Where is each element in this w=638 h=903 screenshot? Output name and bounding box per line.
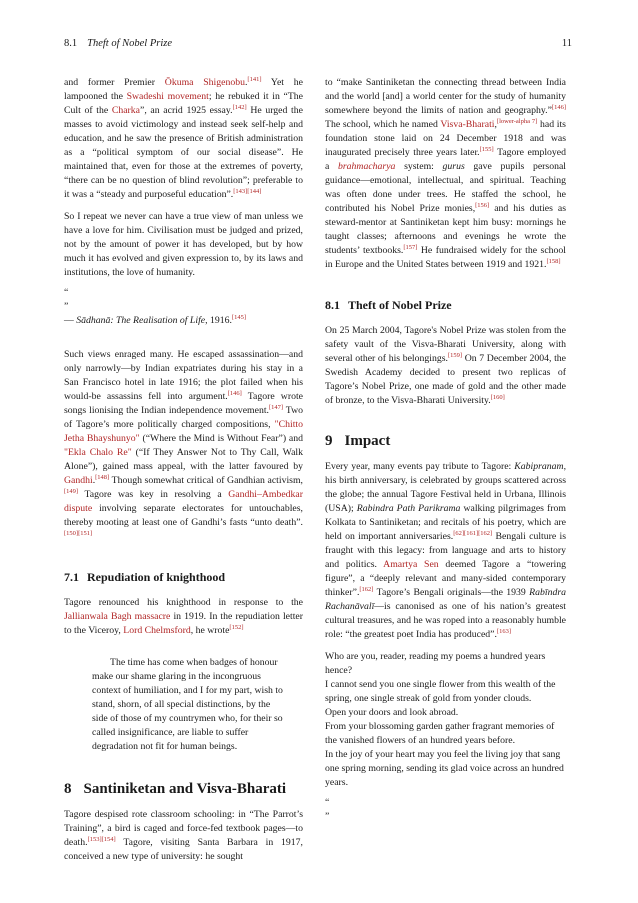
link-chitto-jetha-bhayshunyo[interactable]: "Chitto Jetha Bhayshunyo" — [64, 419, 303, 444]
link-brahmacharya[interactable]: brahmacharya — [338, 161, 396, 172]
citation[interactable]: [150][151] — [64, 529, 93, 537]
header-section-title: Theft of Nobel Prize — [87, 38, 172, 49]
citation[interactable]: [159] — [447, 351, 463, 359]
poem-line: I cannot send you one single flower from this wealth of the spring, one single streak of gold from yonder clouds. — [325, 679, 556, 704]
blockquote-knighthood-letter: The time has come when badges of honour make our shame glaring in the incongruous context of humiliation, and I for my part, wish to stand, shorn, of all special distinctions, by the side of those of my countrymen who, for their so called insignificance, are liable to suffer degradation not fit for human beings. — [92, 657, 283, 752]
link-amartya-sen[interactable]: Amartya Sen — [383, 559, 439, 570]
close-quote-mark: ” — [64, 301, 69, 312]
header-section-number: 8.1 — [64, 38, 78, 49]
paragraph-impact: Every year, many events pay tribute to Tagore: Kabipranam, his birth anniversary, is celebrated by groups scattered across the globe; the annual Tagore Festival held in Urbana, Illinois (USA); Rabindra Path Parikrama walking pilgrimages from Kolkata to Santiniketan; and recitals of his poetry, which are held on important anniversaries.[62][161][162] Bengali culture is fraught with this legacy: from language and arts to history and politics. Amartya Sen deemed Tagore a “towering figure”, a “deeply relevant and many-sided contemporary thinker”.[162] Tagore’s Bengali originals—the 1939 Rabīndra Rachanāvalī—is canonised as one of his nation’s greatest cultural treasures, and he was roped into a reasonably humble role: “the greatest poet India has produced”.[163] — [325, 461, 566, 640]
citation[interactable]: [160] — [490, 393, 505, 401]
running-header — [64, 38, 172, 49]
paragraph-politics: and former Premier Ōkuma Shigenobu.[141] Yet he lampooned the Swadeshi movement; he rebuked it in “The Cult of the Charka”, an acrid 1925 essay.[142] He urged the masses to avoid victimology and instead seek self-help and education, and he saw the presence of British administration as a “political symptom of our social disease”. He maintained that, even for those at the extremes of poverty, “there can be no question of blind revolution”; preferable to it was a “steady and purposeful education”.[143][144] — [64, 75, 304, 200]
heading-theft-of-nobel-prize: 8.1 Theft of Nobel Prize — [325, 298, 452, 312]
heading-impact: 9 Impact — [325, 433, 391, 449]
link-ekla-chalo-re[interactable]: "Ekla Chalo Re" — [64, 447, 132, 458]
heading-santiniketan-and-visva-bharati: 8 Santiniketan and Visva-Bharati — [64, 781, 287, 797]
citation[interactable]: [158] — [546, 257, 561, 265]
open-quote-mark: “ — [325, 797, 330, 808]
poem-line: From your blossoming garden gather fragrant memories of the vanished flowers of an hundred years before. — [325, 721, 555, 746]
citation[interactable]: [155] — [479, 145, 494, 153]
link-gandhi[interactable]: Gandhi — [64, 475, 93, 486]
quote-attribution: — Sādhanā: The Realisation of Life, 1916.[145] — [64, 313, 247, 326]
paragraph-rote-schooling: Tagore despised rote classroom schooling: in “The Parrot’s Training”, a bird is caged and force-fed textbook pages—to death.[153][154] Tagore, visiting Santa Barbara in 1917, conceived a new type of university: he sought — [64, 809, 303, 862]
left-column — [64, 76, 303, 872]
citation[interactable]: [156] — [475, 201, 490, 209]
poem-line: In the joy of your heart may you feel the living joy that sang one spring morning, sending its glad voice across an hundred years. — [325, 749, 564, 788]
citation[interactable]: [62][161][162] — [453, 529, 493, 537]
link-charka[interactable]: Charka — [111, 105, 140, 116]
citation[interactable]: [142] — [232, 103, 247, 111]
heading-repudiation-of-knighthood: 7.1 Repudiation of knighthood — [64, 570, 226, 584]
link-swadeshi-movement[interactable]: Swadeshi movement — [126, 91, 209, 102]
link-visva-bharati[interactable]: Visva-Bharati — [440, 119, 495, 130]
right-column — [325, 76, 566, 824]
poem-the-gardener — [325, 650, 566, 790]
open-quote-mark: “ — [64, 287, 69, 298]
citation[interactable]: [146] — [227, 389, 242, 397]
citation[interactable]: [163] — [496, 627, 511, 635]
paragraph-knighthood: Tagore renounced his knighthood in response to the Jallianwala Bagh massacre in 1919. In the repudiation letter to the Viceroy, Lord Chelmsford, he wrote[152] — [64, 597, 303, 636]
citation[interactable]: [153][154] — [87, 835, 116, 843]
citation[interactable]: [146] — [551, 103, 566, 111]
citation[interactable]: [148] — [95, 473, 110, 481]
close-quote-mark: ” — [325, 811, 330, 822]
page-number: 11 — [561, 38, 572, 49]
citation[interactable]: [162] — [359, 585, 374, 593]
citation[interactable]: [145] — [231, 313, 247, 321]
citation[interactable]: [143][144] — [233, 187, 262, 195]
quotation-love-of-humanity: So I repeat we never can have a true view of man unless we have a love for him. Civilisation must be judged and prized, not by the amount of power it has developed, but by how much it has evolved and given expression to, by its laws and institutions, the love of humanity. — [64, 211, 303, 278]
citation[interactable]: [157] — [403, 243, 418, 251]
footnote-lower-alpha[interactable]: [lower-alpha 7] — [496, 117, 538, 125]
citation[interactable]: [141] — [247, 75, 262, 83]
paragraph-visva-bharati: to “make Santiniketan the connecting thread between India and the world [and] a world center for the study of humanity somewhere beyond the limits of nation and geography.”[146] The school, which he named Visva-Bharati,[lower-alpha 7] had its foundation stone laid on 24 December 1918 and was inaugurated precisely three years later.[155] Tagore employed a brahmacharya system: gurus gave pupils personal guidance—emotional, intellectual, and spiritual. Teaching was often done under trees. He staffed the school, he contributed his Nobel Prize monies,[156] and his duties as steward-mentor at Santiniketan kept him busy: mornings he taught classes; afternoons and evenings he wrote the students’ textbooks.[157] He fundraised widely for the school in Europe and the United States between 1919 and 1921.[158] — [325, 77, 567, 270]
poem-line: Open your doors and look abroad. — [325, 707, 459, 718]
link-gandhi-ambedkar-dispute[interactable]: Gandhi–Ambedkar dispute — [64, 489, 303, 514]
citation[interactable]: [152] — [229, 623, 244, 631]
link-jallianwala-bagh-massacre[interactable]: Jallianwala Bagh massacre — [64, 611, 171, 622]
paragraph-nobel-theft: On 25 March 2004, Tagore's Nobel Prize was stolen from the safety vault of the Visva-Bharati University, along with several other of his belongings.[159] On 7 December 2004, the Swedish Academy decided to present two replicas of Tagore’s Nobel Prize, one made of gold and the other made of bronze, to the Visva-Bharati University.[160] — [325, 325, 566, 406]
citation[interactable]: [147] — [268, 403, 284, 411]
citation[interactable]: [149] — [64, 487, 79, 495]
link-lord-chelmsford[interactable]: Lord Chelmsford — [123, 625, 191, 636]
paragraph-assassination: Such views enraged many. He escaped assassination—and only narrowly—by Indian expatriates during his stay in a San Francisco hotel in late 1916; the plot failed when his would-be assassins fell into argument.[146] Tagore wrote songs lionising the Indian independence movement.[147] Two of Tagore’s more politically charged compositions, "Chitto Jetha Bhayshunyo" (“Where the Mind is Without Fear”) and "Ekla Chalo Re" (“If They Answer Not to Thy Call, Walk Alone”), gained mass appeal, with the latter favoured by Gandhi.[148] Though somewhat critical of Gandhian activism,[149] Tagore was key in resolving a Gandhi–Ambedkar dispute involving separate electorates for untouchables, thereby mooting at least one of Gandhi’s fasts “unto death”.[150][151] — [64, 349, 304, 537]
link-okuma-shigenobu[interactable]: Ōkuma Shigenobu — [164, 77, 245, 88]
poem-line: Who are you, reader, reading my poems a hundred years hence? — [325, 651, 546, 676]
